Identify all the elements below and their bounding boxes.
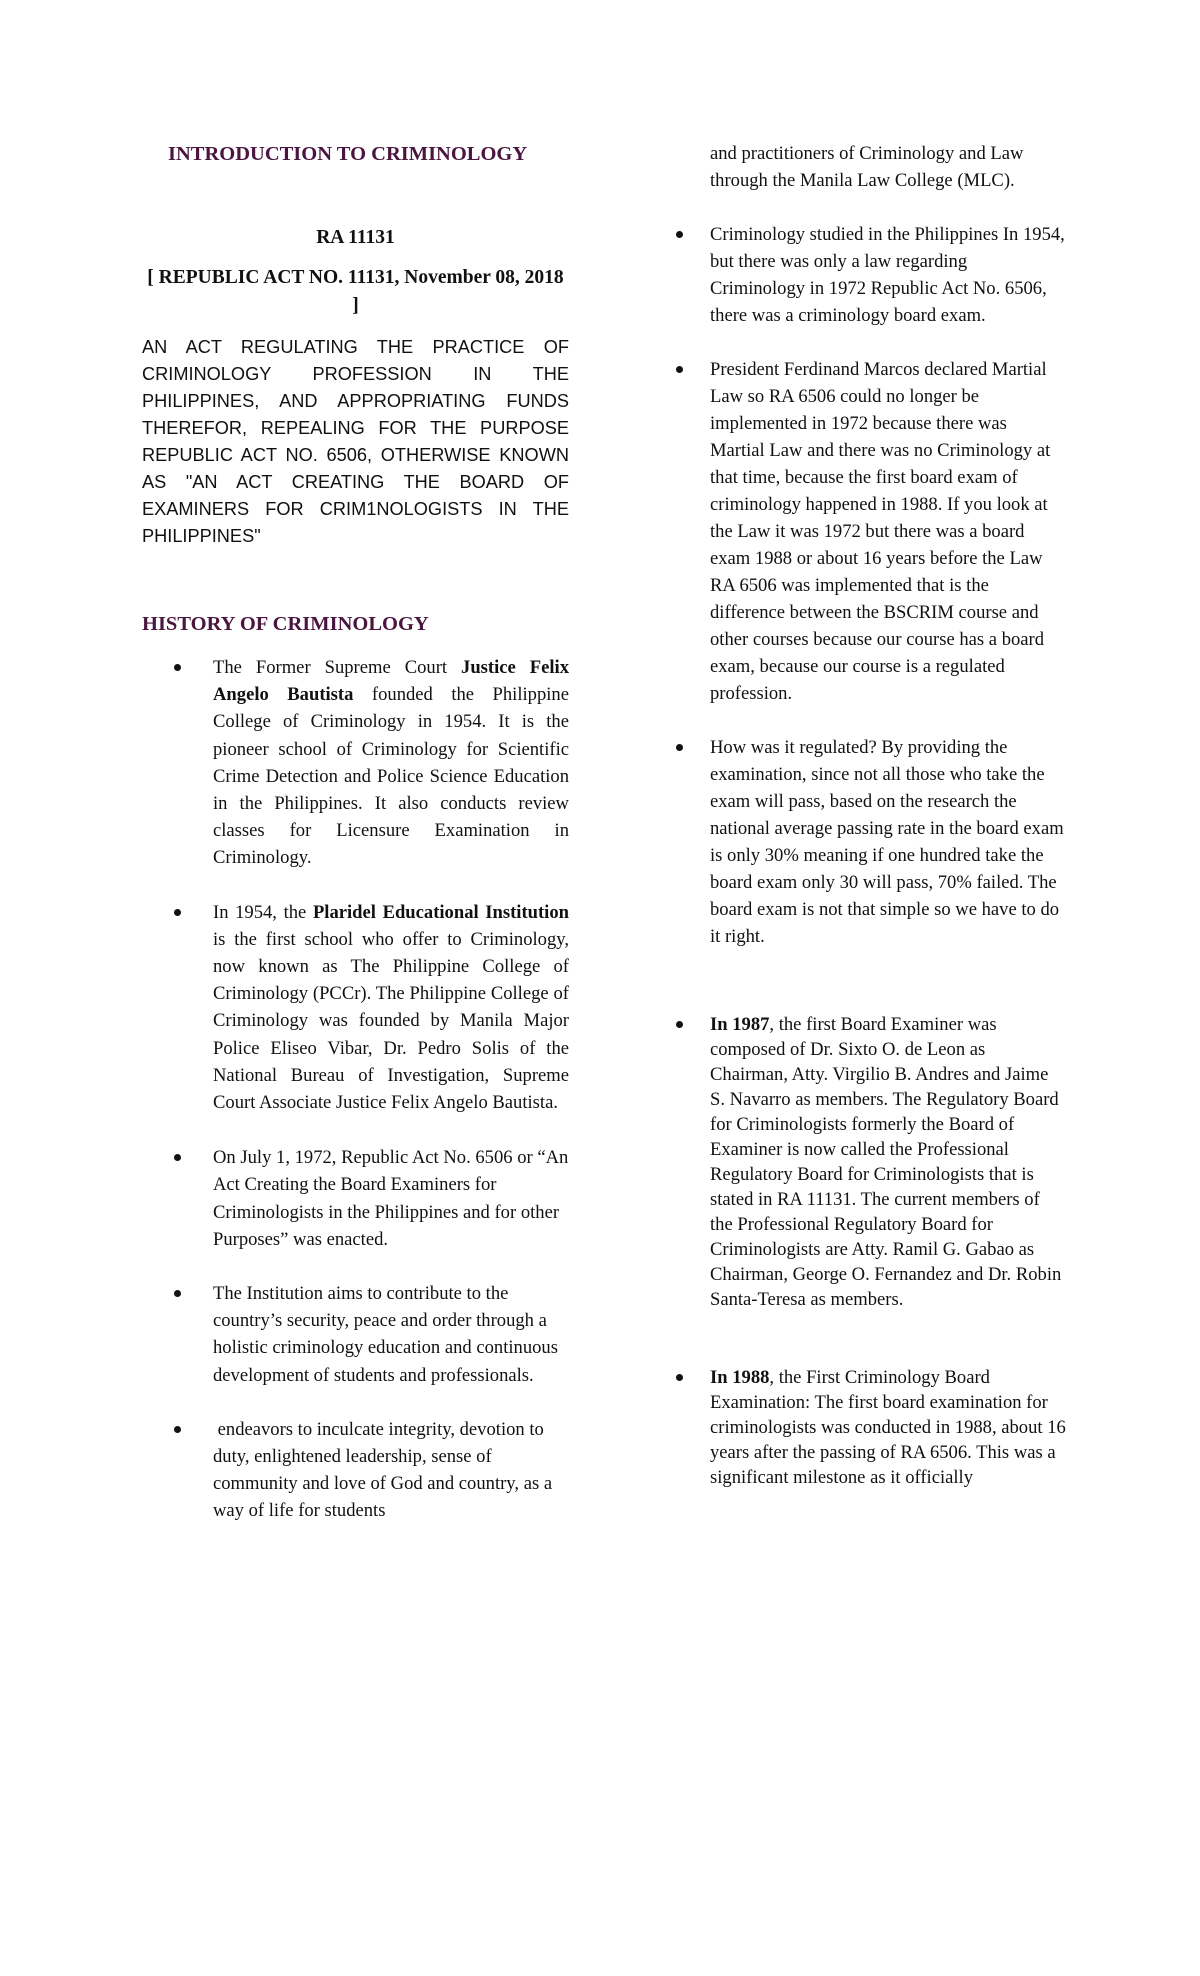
bullet-icon xyxy=(676,744,683,751)
bullet-text: On July 1, 1972, Republic Act No. 6506 or “An Act Creating the Board Examiners for Criminologists in the Philippines and for other Purposes” was enacted. xyxy=(213,1147,569,1250)
bullet-icon xyxy=(676,1374,683,1381)
list-item xyxy=(710,1365,1066,1490)
bullet-text-pre: The Former Supreme Court xyxy=(213,657,462,678)
bullet-icon xyxy=(174,1426,181,1433)
bullet-text-post: , the first Board Examiner was composed of Dr. Sixto O. de Leon as Chairman, Atty. Virgilio B. Andres and Jaime S. Navarro as members. The Regulatory Board for Criminologists formerly the Board of Examiner is now called the Professional Regulatory Board for Criminologists that is stated in RA 11131. The current members of the Professional Regulatory Board for Criminologists are Atty. Ramil G. Gabao as Chairman, George O. Fernandez and Dr. Robin Santa-Teresa as members. xyxy=(710,1014,1062,1310)
list-item xyxy=(710,1012,1066,1312)
bullet-icon xyxy=(676,1021,683,1028)
page-title: INTRODUCTION TO CRIMINOLOGY xyxy=(168,143,528,165)
left-column xyxy=(142,140,569,1552)
list-item xyxy=(710,734,1066,950)
bullet-text-pre: In 1954, the xyxy=(213,901,313,923)
continued-text: and practitioners of Criminology and Law through the Manila Law College (MLC). xyxy=(710,143,1024,191)
bullet-text: endeavors to inculcate integrity, devotion to duty, enlightened leadership, sense of community and love of God and country, as a way of life for students xyxy=(213,1418,557,1522)
bullet-icon xyxy=(174,1290,181,1297)
bullet-text: The Institution aims to contribute to the country’s security, peace and order through a holistic criminology education and continuous development of students and professionals. xyxy=(213,1283,558,1386)
list-item xyxy=(142,1144,569,1253)
bullet-text-bold: Justice Felix Angelo Bautista xyxy=(213,657,570,706)
bullet-icon xyxy=(174,909,181,916)
history-heading: HISTORY OF CRIMINOLOGY xyxy=(142,613,429,635)
ra-full-title: [ REPUBLIC ACT NO. 11131, November 08, 2018 ] xyxy=(147,267,564,316)
list-item xyxy=(710,221,1066,329)
bullet-icon xyxy=(174,664,181,671)
bullet-icon xyxy=(676,366,683,373)
history-list xyxy=(142,654,569,1525)
bullet-text: Criminology studied in the Philippines In 1954, but there was only a law regarding Criminology in 1972 Republic Act No. 6506, there was a criminology board exam. xyxy=(710,224,1065,326)
bullet-text-bold: Plaridel Educational Institution xyxy=(312,901,569,923)
right-list xyxy=(710,221,1066,1490)
list-item xyxy=(142,899,569,1117)
list-item xyxy=(142,1416,569,1525)
ra-number: RA 11131 xyxy=(316,227,395,248)
bullet-text-post: , the First Criminology Board Examination: The first board examination for criminologists was conducted in 1988, about 16 years after the passing of RA 6506. This was a significant milestone as it officially xyxy=(710,1367,1066,1488)
list-item xyxy=(710,356,1066,707)
bullet-text-post: is the first school who offer to Criminology, now known as The Philippine College of Criminology (PCCr). The Philippine College of Criminology was founded by Manila Major Police Eliseo Vibar, Dr. Pedro Solis of the National Bureau of Investigation, Supreme Court Associate Justice Felix Angelo Bautista. xyxy=(213,928,569,1114)
bullet-text-post: founded the Philippine College of Criminology in 1954. It is the pioneer school of Criminology for Scientific Crime Detection and Police Science Education in the Philippines. It also conducts review classes for Licensure Examination in Criminology. xyxy=(213,684,569,869)
list-item xyxy=(142,654,569,872)
bullet-icon xyxy=(676,231,683,238)
bullet-text: President Ferdinand Marcos declared Martial Law so RA 6506 could no longer be implemented in 1972 because there was Martial Law and there was no Criminology at that time, because the first board exam of criminology happened in 1988. If you look at the Law it was 1972 but there was a board exam 1988 or about 16 years before the Law RA 6506 was implemented that is the difference between the BSCRIM course and other courses because our course has a board exam, because our course is a regulated profession. xyxy=(710,359,1051,704)
right-column xyxy=(710,140,1066,1490)
bullet-text: How was it regulated? By providing the examination, since not all those who take the exam will pass, based on the research the national average passing rate in the board exam is only 30% meaning if one hundred take the board exam only 30 will pass, 70% failed. The board exam is not that simple so we have to do it right. xyxy=(710,737,1064,947)
bullet-text-bold: In 1988 xyxy=(710,1367,770,1388)
list-item xyxy=(142,1280,569,1389)
bullet-icon xyxy=(174,1154,181,1161)
act-description: AN ACT REGULATING THE PRACTICE OF CRIMINOLOGY PROFESSION IN THE PHILIPPINES, AND APPROPRIATING FUNDS THEREFOR, REPEALING FOR THE PURPOSE REPUBLIC ACT NO. 6506, OTHERWISE KNOWN AS "AN ACT CREATING THE BOARD OF EXAMINERS FOR CRIM1NOLOGISTS IN THE PHILIPPINES" xyxy=(142,337,569,546)
bullet-text-bold: In 1987 xyxy=(710,1014,770,1035)
